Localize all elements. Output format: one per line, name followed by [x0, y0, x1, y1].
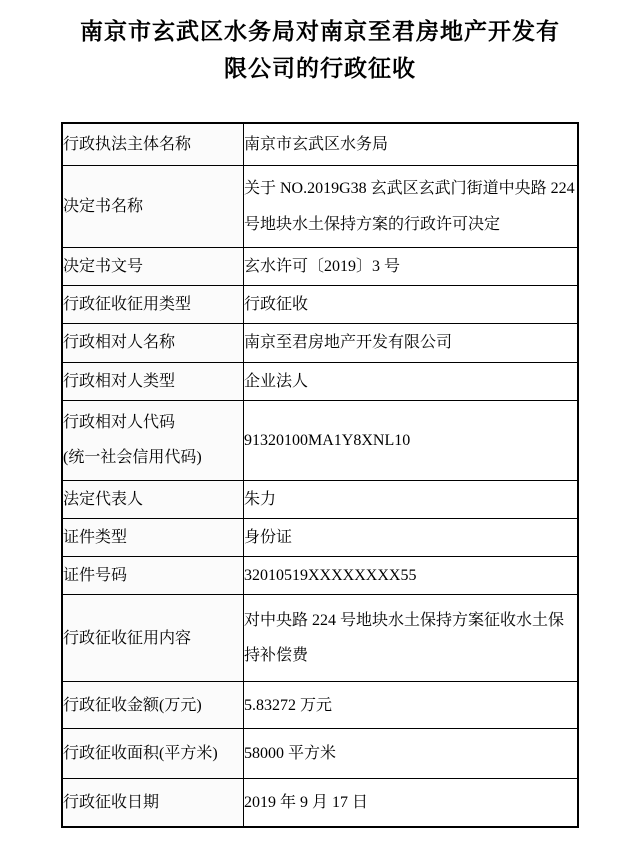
row-label: [62, 779, 244, 827]
table-row: [62, 248, 578, 286]
row-value: 行政征收: [244, 286, 579, 324]
table-body: [62, 123, 578, 827]
row-value: 身份证: [244, 519, 579, 557]
table-row: [62, 166, 578, 248]
row-value: 5.83272 万元: [244, 682, 579, 729]
row-label-text: 行政征收征用类型: [63, 296, 192, 314]
table-row: [62, 286, 578, 324]
table-row: [62, 595, 578, 682]
row-label-text: 决定书文号: [63, 258, 144, 276]
row-label-text: 证件类型: [63, 529, 128, 547]
row-label: [62, 557, 244, 595]
row-value: 58000 平方米: [244, 729, 579, 779]
row-label-text: 证件号码: [63, 567, 128, 585]
document-page: [0, 14, 640, 845]
page-title: 南京市玄武区水务局对南京至君房地产开发有限公司的行政征收: [80, 19, 560, 81]
row-label: [62, 324, 244, 362]
row-label-text: 决定书名称: [63, 198, 144, 215]
row-label: [62, 480, 244, 518]
table-row: [62, 519, 578, 557]
row-label-text: 行政征收金额(万元): [63, 696, 202, 714]
table-row: [62, 480, 578, 518]
row-value: 南京市玄武区水务局: [244, 123, 579, 166]
row-value: 91320100MA1Y8XNL10: [244, 400, 579, 480]
table-row: [62, 324, 578, 362]
row-label: [62, 248, 244, 286]
row-label: [62, 519, 244, 557]
row-label-text: 行政征收征用内容: [63, 629, 192, 647]
row-label-text: 行政征收日期: [63, 794, 160, 812]
table-row: [62, 362, 578, 400]
expropriation-info-table: [61, 122, 579, 828]
row-label-text: 行政相对人名称: [63, 334, 176, 352]
row-label-text: 法定代表人: [63, 490, 144, 508]
row-label: [62, 729, 244, 779]
row-label-text: 行政相对人代码: [63, 414, 176, 432]
row-value: 关于 NO.2019G38 玄武区玄武门街道中央路 224 号地块水土保持方案的行政许可决定: [244, 166, 579, 248]
row-sublabel-text: (统一社会信用代码): [63, 449, 202, 467]
row-label: [62, 286, 244, 324]
table-row: [62, 779, 578, 827]
table-row: [62, 123, 578, 166]
row-value: 企业法人: [244, 362, 579, 400]
row-label: [62, 595, 244, 682]
row-value: 2019 年 9 月 17 日: [244, 779, 579, 827]
row-label-text: 行政征收面积(平方米): [63, 745, 218, 763]
row-value: 对中央路 224 号地块水土保持方案征收水土保持补偿费: [244, 595, 579, 682]
row-label: [62, 123, 244, 166]
row-value: 南京至君房地产开发有限公司: [244, 324, 579, 362]
row-label: [62, 166, 244, 248]
row-value: 玄水许可〔2019〕3 号: [244, 248, 579, 286]
table-row: [62, 400, 578, 480]
table-row: [62, 682, 578, 729]
row-label-text: 行政相对人类型: [63, 372, 176, 390]
row-label-text: 行政执法主体名称: [63, 135, 192, 153]
table-row: [62, 729, 578, 779]
row-value: 朱力: [244, 480, 579, 518]
row-label: [62, 400, 244, 480]
row-label: [62, 362, 244, 400]
table-row: [62, 557, 578, 595]
row-value: 32010519XXXXXXXX55: [244, 557, 579, 595]
row-label: [62, 682, 244, 729]
